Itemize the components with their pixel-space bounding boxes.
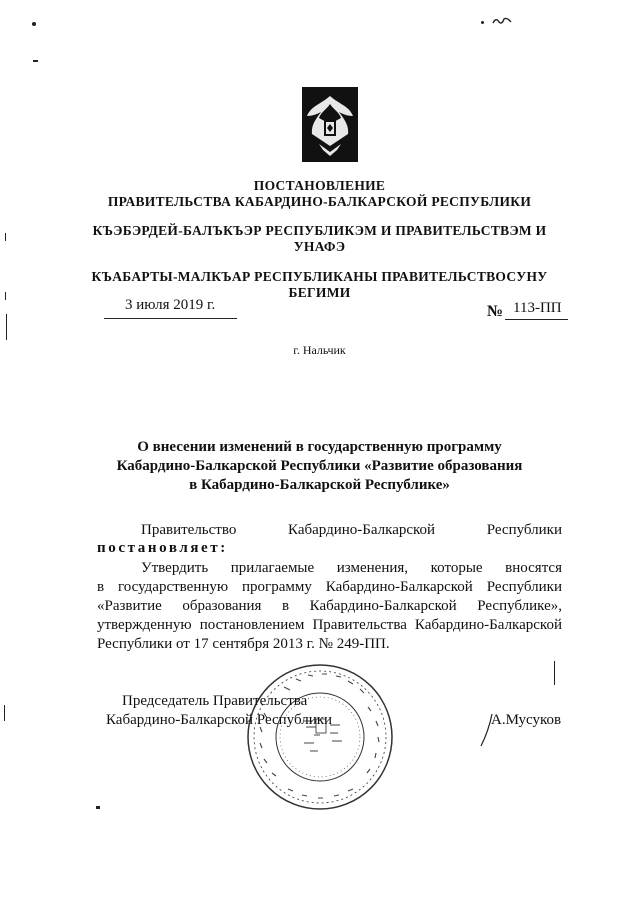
issuer-kabardian-line2: УНАФЭ — [293, 239, 346, 254]
decree-word: постановляет: — [97, 540, 228, 556]
scan-speck — [33, 60, 38, 62]
scan-speck — [4, 705, 5, 721]
subject-line2: Кабардино-Балкарской Республики «Развитие образования — [116, 458, 523, 474]
intro-word: Правительство — [141, 522, 237, 538]
issuer-balkar-line2: БЕГИМИ — [288, 285, 351, 300]
intro-word: Кабардино-Балкарской — [288, 522, 436, 538]
document-number: 113-ПП — [513, 300, 562, 316]
issuer-balkar-line1: КЪАБАРТЫ-МАЛКЪАР РЕСПУБЛИКАНЫ ПРАВИТЕЛЬСТВОСУНУ — [91, 269, 548, 284]
scan-speck — [554, 661, 555, 685]
body-line: Утвердить прилагаемые изменения, которые вносятся — [141, 560, 562, 576]
doc-type-title: ПОСТАНОВЛЕНИЕ — [253, 178, 386, 193]
scan-speck — [32, 22, 36, 26]
body-line: в государственную программу Кабардино-Балкарской Республики — [97, 579, 562, 595]
scan-speck — [6, 314, 7, 340]
scan-speck — [96, 806, 100, 809]
body-line: Республики от 17 сентября 2013 г. № 249-ПП. — [97, 636, 390, 652]
signatory-name: А.Мусуков — [491, 712, 562, 728]
subject-line3: в Кабардино-Балкарской Республике» — [189, 477, 450, 493]
issuer-russian: ПРАВИТЕЛЬСТВА КАБАРДИНО-БАЛКАРСКОЙ РЕСПУБЛИКИ — [107, 194, 532, 209]
number-underline — [505, 319, 568, 320]
issuer-kabardian-line1: КЪЭБЭРДЕЙ-БАЛЪКЪЭР РЕСПУБЛИКЭМ И ПРАВИТЕЛЬСТВЭМ И — [92, 223, 547, 238]
city: г. Нальчик — [293, 343, 346, 357]
signatory-title-line1: Председатель Правительства — [122, 693, 308, 709]
document-date: 3 июля 2019 г. — [125, 297, 216, 313]
body-line: «Развитие образования в Кабардино-Балкарской Республике», — [97, 598, 562, 614]
subject-line1: О внесении изменений в государственную программу — [137, 439, 502, 455]
official-seal-stamp — [244, 661, 396, 813]
coat-of-arms-emblem — [301, 86, 359, 163]
body-intro-line — [97, 521, 562, 540]
scan-squiggle — [492, 16, 512, 26]
scan-speck — [481, 21, 484, 24]
signatory-title-line2: Кабардино-Балкарской Республики — [106, 712, 333, 728]
date-underline — [104, 318, 237, 319]
body-line: утвержденную постановлением Правительства Кабардино-Балкарской — [97, 617, 562, 633]
intro-word: Республики — [486, 522, 562, 538]
number-label: № — [487, 303, 504, 320]
